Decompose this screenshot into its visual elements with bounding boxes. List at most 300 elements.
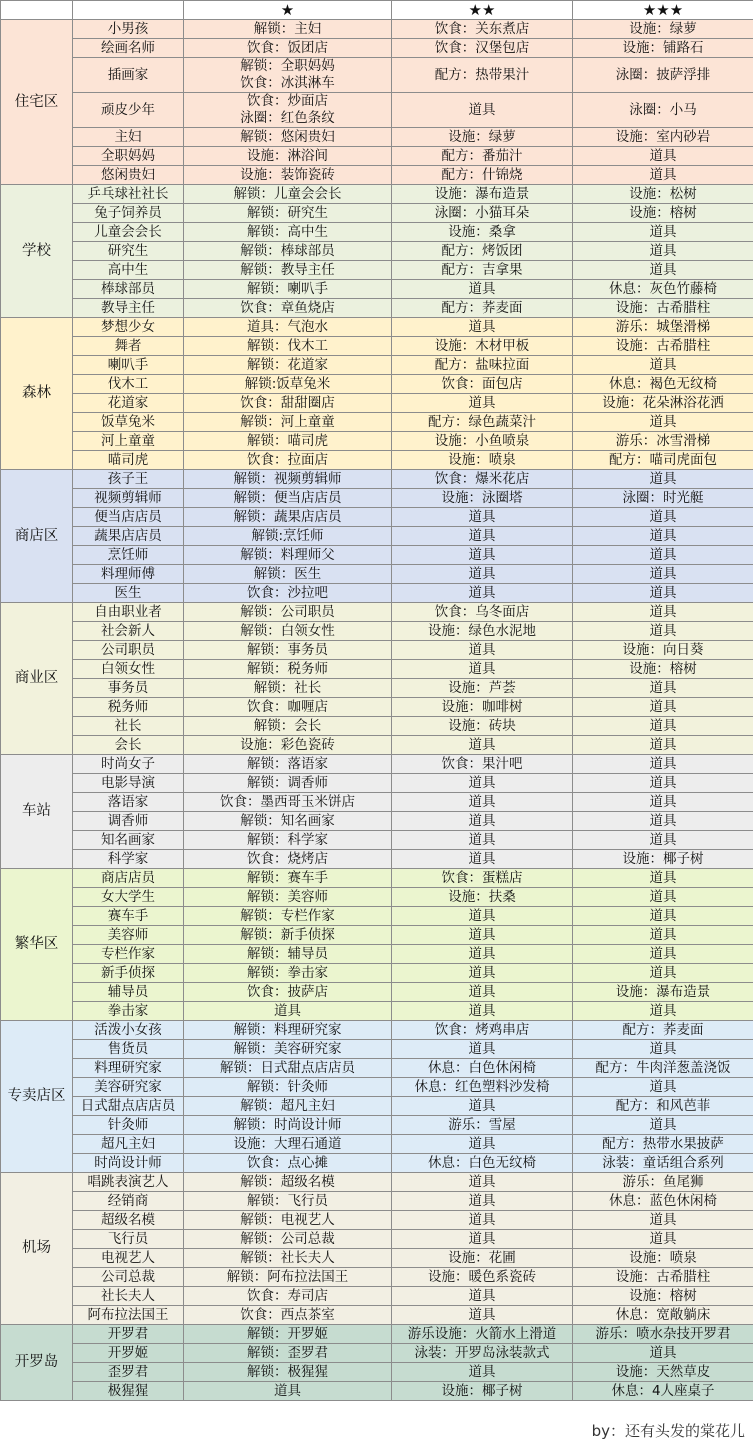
table-row [1,508,753,527]
area-name: 开罗岛 [1,1325,73,1401]
three-star-reward: 泳圈：小马 [573,93,753,128]
one-star-reward: 道具：气泡水 [184,318,392,337]
one-star-reward: 解锁：棒球部员 [184,242,392,261]
table-row [1,223,753,242]
reward-line: 泳圈：红色条纹 [240,110,335,126]
character-name: 时尚设计师 [73,1154,184,1173]
header-one-star: ★ [184,1,392,20]
table-row [1,907,753,926]
three-star-reward: 道具 [573,584,753,603]
table-row [1,869,753,888]
character-name: 花道家 [73,394,184,413]
one-star-reward: 解锁：电视艺人 [184,1211,392,1230]
three-star-reward: 道具 [573,888,753,907]
table-row [1,641,753,660]
character-name: 研究生 [73,242,184,261]
character-name: 专栏作家 [73,945,184,964]
character-name: 赛车手 [73,907,184,926]
two-star-reward: 设施：瀑布造景 [392,185,573,204]
three-star-reward: 道具 [573,622,753,641]
three-star-reward: 道具 [573,413,753,432]
one-star-reward: 解锁：教导主任 [184,261,392,280]
character-name: 歪罗君 [73,1363,184,1382]
one-star-reward: 解锁：研究生 [184,204,392,223]
character-name: 事务员 [73,679,184,698]
one-star-reward: 解锁：调香师 [184,774,392,793]
one-star-reward: 解锁：悠闲贵妇 [184,128,392,147]
table-row [1,58,753,93]
two-star-reward: 道具 [392,964,573,983]
two-star-reward: 道具 [392,983,573,1002]
character-name: 小男孩 [73,20,184,39]
table-row [1,1211,753,1230]
two-star-reward: 配方：盐味拉面 [392,356,573,375]
two-star-reward: 设施：泳圈塔 [392,489,573,508]
two-star-reward: 道具 [392,1363,573,1382]
two-star-reward: 设施：花圃 [392,1249,573,1268]
one-star-reward: 解锁：花道家 [184,356,392,375]
one-star-reward: 饮食：咖喱店 [184,698,392,717]
character-name: 经销商 [73,1192,184,1211]
character-name: 极猩猩 [73,1382,184,1401]
one-star-reward: 解锁：美容研究家 [184,1040,392,1059]
three-star-reward: 道具 [573,546,753,565]
character-name: 绘画名师 [73,39,184,58]
two-star-reward: 配方：烤饭团 [392,242,573,261]
character-name: 美容研究家 [73,1078,184,1097]
three-star-reward: 道具 [573,964,753,983]
three-star-reward: 道具 [573,508,753,527]
table-row [1,93,753,128]
table-row [1,185,753,204]
one-star-reward: 设施：彩色瓷砖 [184,736,392,755]
one-star-reward: 解锁：阿布拉法国王 [184,1268,392,1287]
one-star-reward: 解锁：日式甜点店店员 [184,1059,392,1078]
character-name: 料理研究家 [73,1059,184,1078]
three-star-reward: 道具 [573,356,753,375]
two-star-reward: 饮食：汉堡包店 [392,39,573,58]
two-star-reward: 泳装：开罗岛泳装款式 [392,1344,573,1363]
two-star-reward: 设施：桑拿 [392,223,573,242]
one-star-reward: 解锁：喵司虎 [184,432,392,451]
three-star-reward: 道具 [573,147,753,166]
table-row [1,1382,753,1401]
three-star-reward: 游乐：鱼尾狮 [573,1173,753,1192]
two-star-reward: 设施：咖啡树 [392,698,573,717]
area-name: 机场 [1,1173,73,1325]
three-star-reward: 道具 [573,1116,753,1135]
table-row [1,1002,753,1021]
table-row [1,1306,753,1325]
table-row [1,1135,753,1154]
author-credit: by：还有头发的棠花儿 [591,1422,745,1440]
character-name: 针灸师 [73,1116,184,1135]
two-star-reward: 道具 [392,1173,573,1192]
table-row [1,1249,753,1268]
table-row [1,584,753,603]
table-row [1,1325,753,1344]
area-name: 车站 [1,755,73,869]
character-name: 公司总裁 [73,1268,184,1287]
two-star-reward: 配方：热带果汁 [392,58,573,93]
two-star-reward: 道具 [392,736,573,755]
three-star-reward: 道具 [573,736,753,755]
character-name: 白领女性 [73,660,184,679]
three-star-reward: 设施：向日葵 [573,641,753,660]
character-name: 料理师傅 [73,565,184,584]
two-star-reward: 道具 [392,584,573,603]
character-name: 公司职员 [73,641,184,660]
two-star-reward: 道具 [392,926,573,945]
table-row [1,774,753,793]
character-name: 电影导演 [73,774,184,793]
character-name: 便当店店员 [73,508,184,527]
one-star-reward: 解锁：飞行员 [184,1192,392,1211]
one-star-reward: 解锁：极猩猩 [184,1363,392,1382]
character-name: 辅导员 [73,983,184,1002]
three-star-reward: 设施：古希腊柱 [573,1268,753,1287]
one-star-reward: 解锁：蔬果店店员 [184,508,392,527]
table-row [1,204,753,223]
three-star-reward: 道具 [573,945,753,964]
character-name: 新手侦探 [73,964,184,983]
three-star-reward: 道具 [573,166,753,185]
one-star-reward [184,93,392,128]
character-name: 喇叭手 [73,356,184,375]
character-name: 河上童童 [73,432,184,451]
two-star-reward: 游乐：雪屋 [392,1116,573,1135]
two-star-reward: 饮食：乌冬面店 [392,603,573,622]
one-star-reward: 解锁：辅导员 [184,945,392,964]
one-star-reward: 解锁：拳击家 [184,964,392,983]
table-row [1,413,753,432]
three-star-reward: 设施：花朵淋浴花洒 [573,394,753,413]
one-star-reward: 解锁：赛车手 [184,869,392,888]
character-name: 医生 [73,584,184,603]
table-row [1,565,753,584]
character-name: 活泼小女孩 [73,1021,184,1040]
two-star-reward: 饮食：蛋糕店 [392,869,573,888]
one-star-reward: 解锁:饭草兔米 [184,375,392,394]
two-star-reward: 设施：芦荟 [392,679,573,698]
table-row [1,831,753,850]
three-star-reward: 设施：铺路石 [573,39,753,58]
table-row [1,166,753,185]
two-star-reward: 道具 [392,565,573,584]
two-star-reward: 道具 [392,774,573,793]
character-name: 饭草兔米 [73,413,184,432]
three-star-reward: 设施：室内砂岩 [573,128,753,147]
table-row [1,793,753,812]
character-name: 视频剪辑师 [73,489,184,508]
character-name: 调香师 [73,812,184,831]
two-star-reward: 设施：椰子树 [392,1382,573,1401]
character-name: 售货员 [73,1040,184,1059]
three-star-reward: 设施：榕树 [573,660,753,679]
character-name: 蔬果店店员 [73,527,184,546]
one-star-reward: 解锁：针灸师 [184,1078,392,1097]
character-name: 全职妈妈 [73,147,184,166]
two-star-reward: 设施：木材甲板 [392,337,573,356]
reward-line: 饮食：冰淇淋车 [240,75,335,91]
two-star-reward: 道具 [392,793,573,812]
table-row [1,318,753,337]
one-star-reward: 解锁：科学家 [184,831,392,850]
character-name: 乒乓球社社长 [73,185,184,204]
table-row [1,679,753,698]
table-row [1,812,753,831]
three-star-reward: 道具 [573,869,753,888]
character-name: 高中生 [73,261,184,280]
three-star-reward: 道具 [573,793,753,812]
one-star-reward: 解锁：新手侦探 [184,926,392,945]
one-star-reward: 道具 [184,1382,392,1401]
table-row [1,1078,753,1097]
two-star-reward: 泳圈：小猫耳朵 [392,204,573,223]
one-star-reward: 解锁：超级名模 [184,1173,392,1192]
three-star-reward: 游乐：喷水杂技开罗君 [573,1325,753,1344]
two-star-reward: 游乐设施：火箭水上滑道 [392,1325,573,1344]
two-star-reward: 道具 [392,280,573,299]
three-star-reward: 道具 [573,698,753,717]
one-star-reward: 设施：装饰瓷砖 [184,166,392,185]
area-name: 学校 [1,185,73,318]
character-name: 落语家 [73,793,184,812]
three-star-reward: 道具 [573,679,753,698]
table-row [1,603,753,622]
character-name: 舞者 [73,337,184,356]
one-star-reward: 饮食：墨西哥玉米饼店 [184,793,392,812]
two-star-reward: 道具 [392,1287,573,1306]
table-row [1,470,753,489]
two-star-reward: 道具 [392,1192,573,1211]
three-star-reward: 道具 [573,812,753,831]
three-star-reward: 配方：喵司虎面包 [573,451,753,470]
character-name: 开罗君 [73,1325,184,1344]
character-name: 棒球部员 [73,280,184,299]
three-star-reward: 设施：绿萝 [573,20,753,39]
table-row [1,736,753,755]
character-name: 飞行员 [73,1230,184,1249]
two-star-reward: 道具 [392,546,573,565]
table-row [1,1059,753,1078]
one-star-reward: 解锁：超凡主妇 [184,1097,392,1116]
one-star-reward: 饮食：甜甜圈店 [184,394,392,413]
character-name: 女大学生 [73,888,184,907]
character-name: 社长夫人 [73,1287,184,1306]
one-star-reward: 解锁：社长夫人 [184,1249,392,1268]
one-star-reward: 解锁：伐木工 [184,337,392,356]
one-star-reward: 解锁：社长 [184,679,392,698]
character-name: 会长 [73,736,184,755]
table-row [1,888,753,907]
header-two-star: ★★ [392,1,573,20]
two-star-reward: 饮食：面包店 [392,375,573,394]
two-star-reward: 道具 [392,831,573,850]
table-row [1,1154,753,1173]
two-star-reward: 配方：番茄汁 [392,147,573,166]
table-row [1,356,753,375]
table-row [1,622,753,641]
two-star-reward: 设施：小鱼喷泉 [392,432,573,451]
character-name: 知名画家 [73,831,184,850]
three-star-reward: 设施：喷泉 [573,1249,753,1268]
one-star-reward: 解锁：专栏作家 [184,907,392,926]
three-star-reward: 道具 [573,907,753,926]
three-star-reward: 道具 [573,470,753,489]
three-star-reward: 道具 [573,926,753,945]
two-star-reward: 设施：砖块 [392,717,573,736]
table-row [1,983,753,1002]
two-star-reward: 道具 [392,907,573,926]
three-star-reward: 道具 [573,1211,753,1230]
area-name: 商业区 [1,603,73,755]
table-row [1,660,753,679]
one-star-reward: 解锁：歪罗君 [184,1344,392,1363]
one-star-reward: 解锁：白领女性 [184,622,392,641]
three-star-reward: 道具 [573,242,753,261]
one-star-reward: 解锁：喇叭手 [184,280,392,299]
one-star-reward: 解锁：知名画家 [184,812,392,831]
one-star-reward: 饮食：沙拉吧 [184,584,392,603]
three-star-reward: 设施：椰子树 [573,850,753,869]
table-row [1,280,753,299]
two-star-reward: 道具 [392,508,573,527]
two-star-reward: 配方：什锦烧 [392,166,573,185]
character-name: 科学家 [73,850,184,869]
area-name: 繁华区 [1,869,73,1021]
one-star-reward: 解锁：医生 [184,565,392,584]
character-name: 社会新人 [73,622,184,641]
character-name: 电视艺人 [73,1249,184,1268]
table-row [1,39,753,58]
character-name: 自由职业者 [73,603,184,622]
three-star-reward: 设施：天然草皮 [573,1363,753,1382]
three-star-reward: 道具 [573,261,753,280]
three-star-reward: 设施：古希腊柱 [573,299,753,318]
three-star-reward: 道具 [573,717,753,736]
table-row [1,1268,753,1287]
table-row [1,261,753,280]
header-character [73,1,184,20]
character-name: 插画家 [73,58,184,93]
character-name: 儿童会会长 [73,223,184,242]
table-row [1,1116,753,1135]
character-name: 兔子饲养员 [73,204,184,223]
two-star-reward: 设施：绿色水泥地 [392,622,573,641]
table-row [1,546,753,565]
reward-line: 饮食：炒面店 [247,93,328,109]
three-star-reward: 配方：热带水果披萨 [573,1135,753,1154]
one-star-reward: 饮食：饭团店 [184,39,392,58]
one-star-reward: 解锁：料理研究家 [184,1021,392,1040]
one-star-reward: 解锁：公司职员 [184,603,392,622]
three-star-reward: 道具 [573,831,753,850]
three-star-reward: 休息：褐色无纹椅 [573,375,753,394]
table-row [1,926,753,945]
three-star-reward: 道具 [573,1040,753,1059]
three-star-reward: 配方：荞麦面 [573,1021,753,1040]
one-star-reward: 解锁：高中生 [184,223,392,242]
table-row [1,1040,753,1059]
table-row [1,964,753,983]
two-star-reward: 设施：暖色系瓷砖 [392,1268,573,1287]
area-name: 专卖店区 [1,1021,73,1173]
table-row [1,299,753,318]
character-name: 喵司虎 [73,451,184,470]
one-star-reward: 解锁:烹饪师 [184,527,392,546]
one-star-reward: 设施：淋浴间 [184,147,392,166]
table-row [1,717,753,736]
table-row [1,698,753,717]
one-star-reward: 道具 [184,1002,392,1021]
one-star-reward: 解锁：便当店店员 [184,489,392,508]
two-star-reward: 饮食：关东煮店 [392,20,573,39]
header-three-star: ★★★ [573,1,753,20]
three-star-reward: 游乐：冰雪滑梯 [573,432,753,451]
three-star-reward: 道具 [573,565,753,584]
two-star-reward: 休息：白色无纹椅 [392,1154,573,1173]
two-star-reward: 道具 [392,1211,573,1230]
area-name: 商店区 [1,470,73,603]
table-row [1,147,753,166]
one-star-reward: 解锁：税务师 [184,660,392,679]
three-star-reward: 配方：牛肉洋葱盖浇饭 [573,1059,753,1078]
two-star-reward: 道具 [392,660,573,679]
table-row [1,128,753,147]
one-star-reward: 解锁：美容师 [184,888,392,907]
table-row [1,755,753,774]
two-star-reward: 道具 [392,1040,573,1059]
table-row [1,394,753,413]
character-name: 税务师 [73,698,184,717]
three-star-reward: 道具 [573,527,753,546]
one-star-reward: 解锁：主妇 [184,20,392,39]
table-row [1,1192,753,1211]
character-name: 社长 [73,717,184,736]
two-star-reward: 配方：绿色蔬菜汁 [392,413,573,432]
table-row [1,1097,753,1116]
character-name: 主妇 [73,128,184,147]
two-star-reward: 道具 [392,812,573,831]
table-row [1,527,753,546]
one-star-reward: 饮食：披萨店 [184,983,392,1002]
header-row [1,1,753,20]
three-star-reward: 设施：松树 [573,185,753,204]
one-star-reward: 解锁：事务员 [184,641,392,660]
three-star-reward: 休息：蓝色休闲椅 [573,1192,753,1211]
one-star-reward: 解锁：公司总裁 [184,1230,392,1249]
one-star-reward: 饮食：烧烤店 [184,850,392,869]
two-star-reward: 设施：喷泉 [392,451,573,470]
one-star-reward: 饮食：章鱼烧店 [184,299,392,318]
three-star-reward: 泳圈：时光艇 [573,489,753,508]
character-name: 伐木工 [73,375,184,394]
character-name: 唱跳表演艺人 [73,1173,184,1192]
one-star-reward: 饮食：寿司店 [184,1287,392,1306]
character-name: 教导主任 [73,299,184,318]
one-star-reward: 解锁：料理师父 [184,546,392,565]
three-star-reward: 休息：灰色竹藤椅 [573,280,753,299]
two-star-reward: 道具 [392,945,573,964]
two-star-reward: 道具 [392,527,573,546]
one-star-reward: 饮食：拉面店 [184,451,392,470]
two-star-reward: 道具 [392,394,573,413]
three-star-reward: 道具 [573,1230,753,1249]
three-star-reward: 道具 [573,774,753,793]
table-row [1,20,753,39]
character-name: 拳击家 [73,1002,184,1021]
